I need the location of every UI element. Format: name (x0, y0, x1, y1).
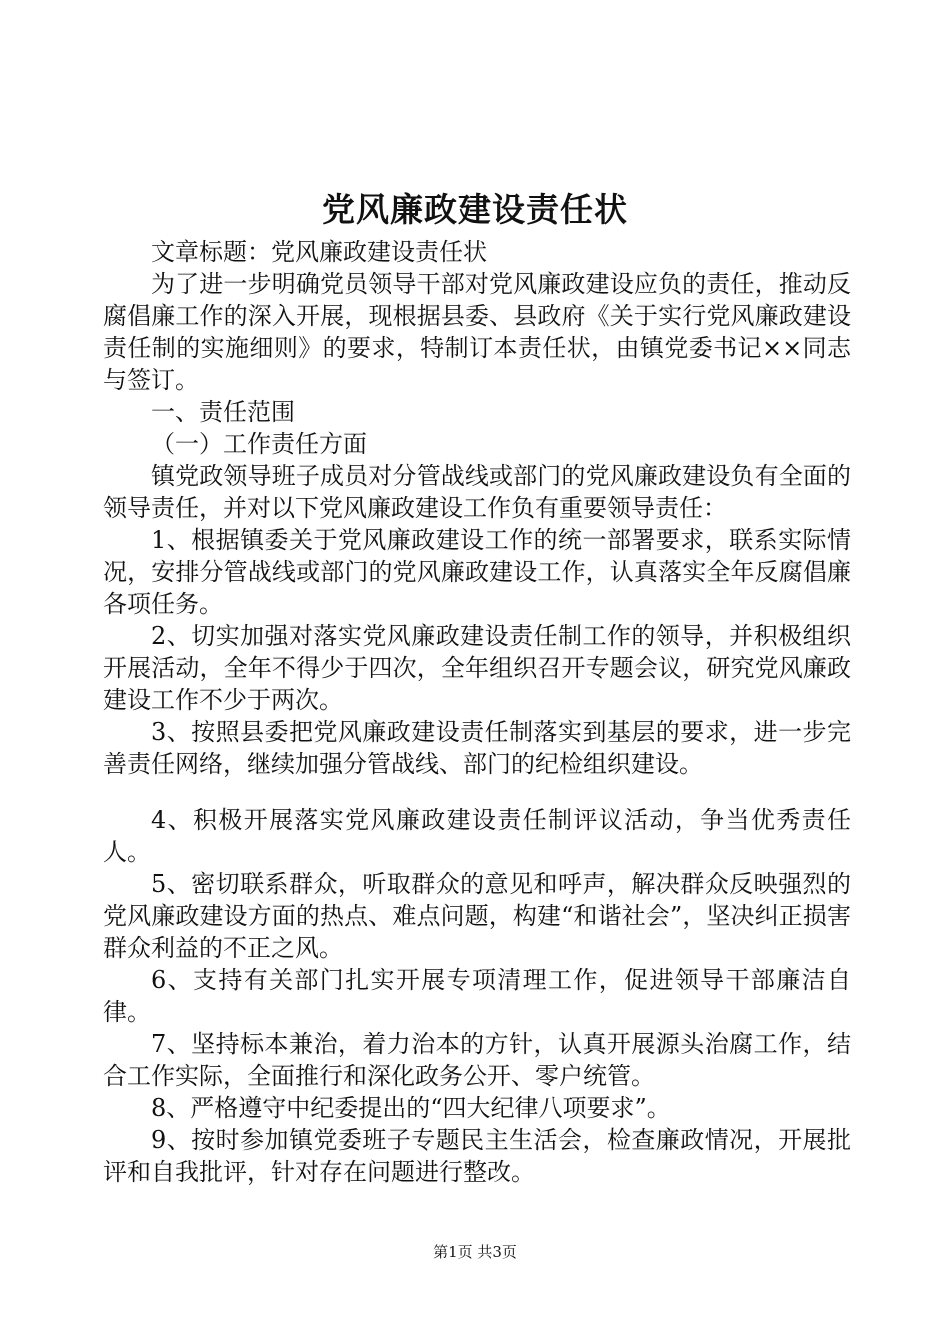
list-item-4: 4、积极开展落实党风廉政建设责任制评议活动，争当优秀责任人。 (103, 806, 851, 866)
list-item-6: 6、支持有关部门扎实开展专项清理工作，促进领导干部廉洁自律。 (103, 966, 851, 1026)
document-title: 党风廉政建设责任状 (322, 190, 628, 229)
page-footer: 第1页 共3页 (433, 1243, 517, 1261)
paragraph-intro: 为了进一步明确党员领导干部对党风廉政建设应负的责任，推动反腐倡廉工作的深入开展，现根据县委、县政府《关于实行党风廉政建设责任制的实施细则》的要求，特制订本责任状，由镇党委书记××同志与签订。 (103, 270, 851, 394)
list-item-3: 3、按照县委把党风廉政建设责任制落实到基层的要求，进一步完善责任网络，继续加强分管战线、部门的纪检组织建设。 (103, 718, 851, 778)
subsection-heading-work-responsibility: （一）工作责任方面 (151, 430, 367, 458)
list-item-1: 1、根据镇委关于党风廉政建设工作的统一部署要求，联系实际情况，安排分管战线或部门的党风廉政建设工作，认真落实全年反腐倡廉各项任务。 (103, 526, 851, 618)
section-heading-responsibility-scope: 一、责任范围 (151, 398, 295, 426)
list-item-8: 8、严格遵守中纪委提出的“四大纪律八项要求”。 (151, 1094, 671, 1122)
list-item-5: 5、密切联系群众，听取群众的意见和呼声，解决群众反映强烈的党风廉政建设方面的热点、难点问题，构建“和谐社会”，坚决纠正损害群众利益的不正之风。 (103, 870, 851, 962)
list-item-2: 2、切实加强对落实党风廉政建设责任制工作的领导，并积极组织开展活动，全年不得少于四次，全年组织召开专题会议，研究党风廉政建设工作不少于两次。 (103, 622, 851, 714)
document-body (103, 236, 851, 1188)
paragraph-article-title: 文章标题：党风廉政建设责任状 (151, 238, 487, 266)
list-item-7: 7、坚持标本兼治，着力治本的方针，认真开展源头治腐工作，结合工作实际，全面推行和深化政务公开、零户统管。 (103, 1030, 851, 1090)
list-item-9: 9、按时参加镇党委班子专题民主生活会，检查廉政情况，开展批评和自我批评，针对存在问题进行整改。 (103, 1126, 851, 1186)
paragraph-leadership-responsibility: 镇党政领导班子成员对分管战线或部门的党风廉政建设负有全面的领导责任，并对以下党风廉政建设工作负有重要领导责任： (103, 462, 851, 522)
